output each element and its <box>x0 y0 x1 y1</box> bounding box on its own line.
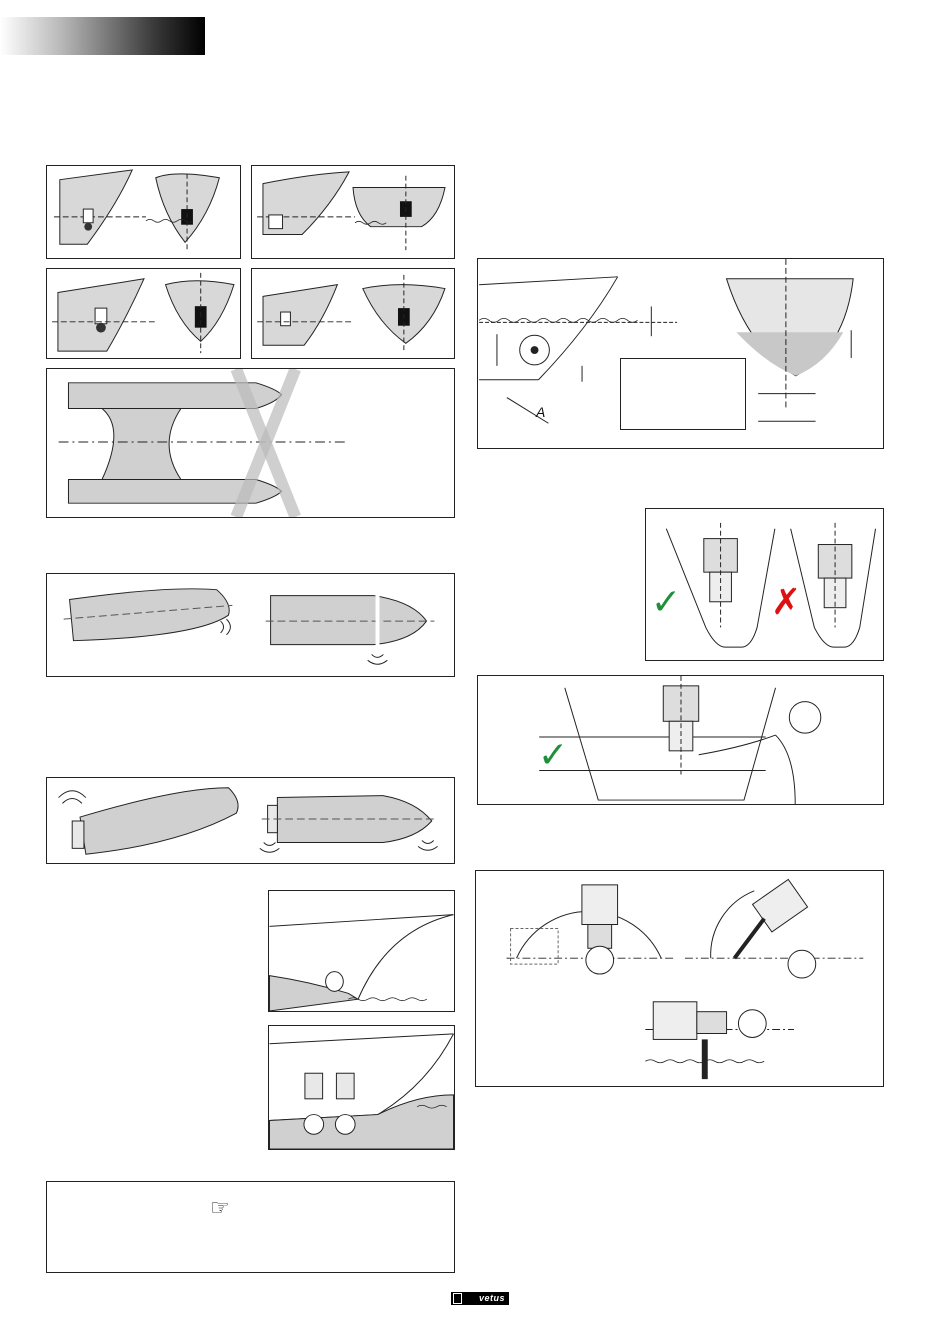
hull-side-and-front-drawing <box>252 166 454 258</box>
brand-name: vetus <box>478 1293 505 1303</box>
note-box <box>46 1181 455 1273</box>
figure-catamaran-top-view <box>46 368 455 518</box>
correct-check-icon: ✓ <box>651 582 682 623</box>
orientation-drawing <box>646 509 883 660</box>
pointing-hand-icon: ☞ <box>210 1196 230 1221</box>
figure-motor-positions <box>475 870 884 1087</box>
figure-twin-thrusters <box>268 1025 455 1150</box>
figure-stern-and-bow-thruster <box>46 777 455 864</box>
logo-mark-icon <box>453 1293 462 1304</box>
motor-positions-drawing <box>476 871 883 1086</box>
dimension-legend-box <box>620 358 746 430</box>
dimension-label-a: A <box>536 404 546 420</box>
boat-outline-drawing <box>47 574 454 676</box>
catamaran-drawing <box>47 369 454 517</box>
boat-outline-drawing <box>47 778 454 863</box>
figure-hull-position-2 <box>251 165 455 259</box>
hull-side-and-front-drawing <box>252 269 454 358</box>
correct-check-icon: ✓ <box>538 735 569 776</box>
bow-section-drawing <box>269 891 454 1011</box>
hull-side-and-front-drawing <box>47 166 240 258</box>
wrong-cross-icon: ✗ <box>771 582 802 623</box>
figure-hull-position-3 <box>46 268 241 359</box>
figure-hull-position-1 <box>46 165 241 259</box>
figure-tunnel-bow-section <box>268 890 455 1012</box>
brand-logo <box>451 1292 509 1305</box>
figure-hull-position-4 <box>251 268 455 359</box>
header-gradient-band <box>0 17 205 55</box>
bow-section-drawing <box>269 1026 454 1149</box>
hull-side-and-front-drawing <box>47 269 240 358</box>
figure-bow-thruster-effect <box>46 573 455 677</box>
